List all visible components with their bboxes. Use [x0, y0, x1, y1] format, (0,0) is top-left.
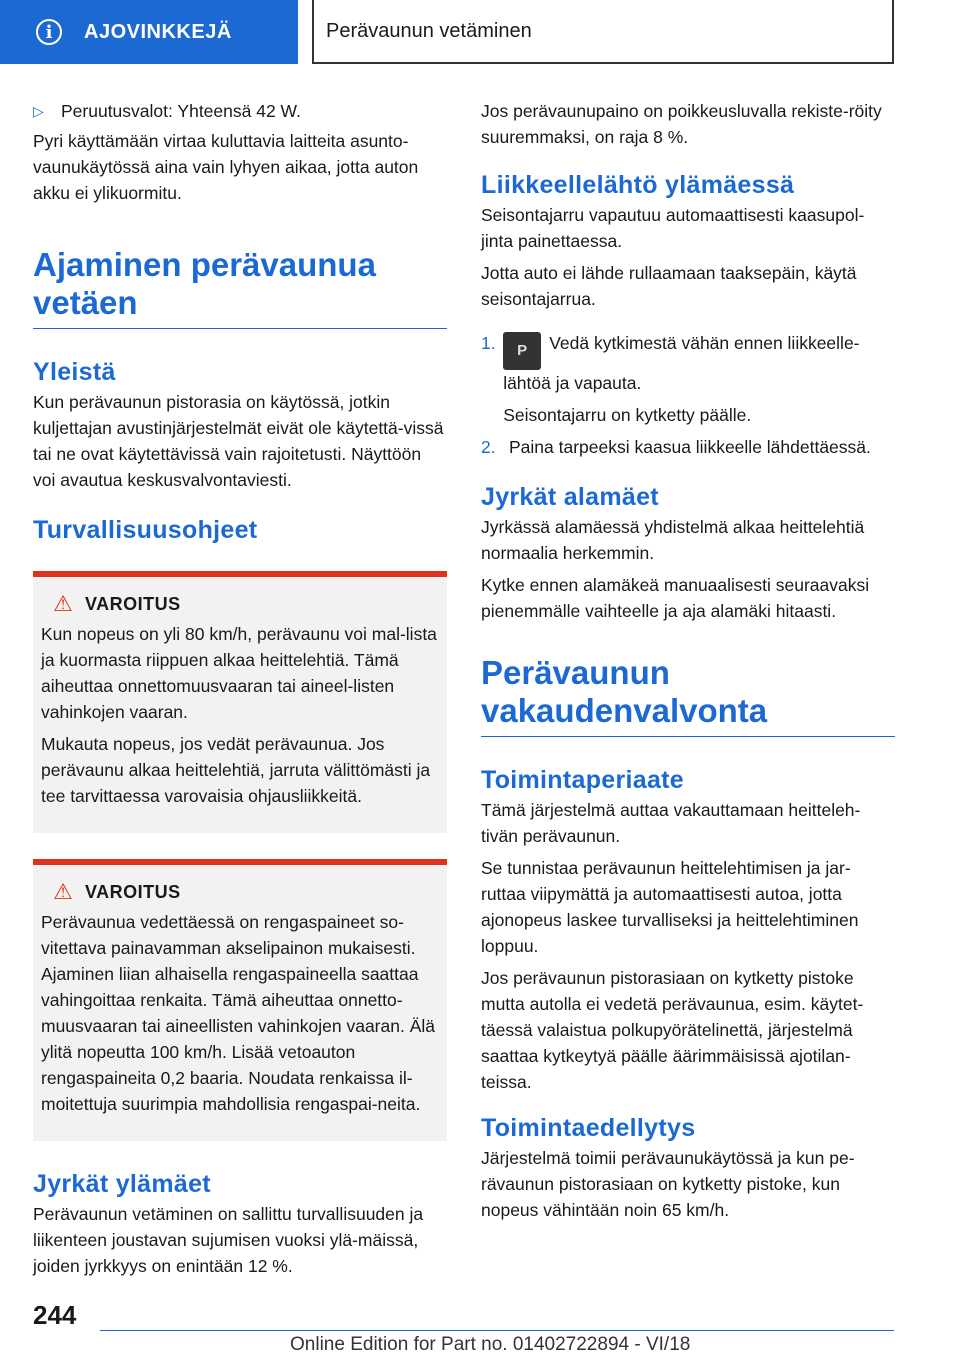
subheading-downhill: Jyrkät alamäet — [481, 483, 659, 511]
warning-box — [33, 859, 447, 1141]
info-icon: i — [36, 19, 62, 45]
paragraph: Jos perävaunun pistorasiaan on kytketty pistoke mutta autolla ei vedetä perävaunua, esim. käytet-täessä valaistua polkupyörätelinettä, järjestelmä saattaa kytkeytyä päälle äärimmäisissä ajotilan-teissa. — [481, 968, 864, 1092]
general-paragraph: Kun perävaunun pistorasia on käytössä, jotkin kuljettajan avustinjärjestelmät eivät ole käytettä-vissä tai ne ovat käytettävissä vain rajoitetusti. Näyttöön voi avautua keskusvalvontaviesti. — [33, 392, 444, 490]
warning-paragraph: Mukauta nopeus, jos vedät perävaunua. Jos perävaunu alkaa heittelehtiä, jarruta välittömästi ja tee tarvittaessa varovaisia ohjausliikkeitä. — [41, 734, 431, 806]
header-section-label: AJOVINKKEJÄ — [84, 20, 232, 43]
subheading-requirement: Toimintaedellytys — [481, 1114, 696, 1142]
intro-paragraph: Pyri käyttämään virtaa kuluttavia laitteita asunto-vaunukäytössä aina vain lyhyen aikaa, jotta auton akku ei ylikuormitu. — [33, 131, 419, 203]
warning-paragraph: Kun nopeus on yli 80 km/h, perävaunu voi mal-lista ja kuormasta riippuen alkaa heittelehtiä. Tämä aiheuttaa onnettomuusvaaran tai aineel-listen vahinkojen vaaran. — [41, 624, 437, 722]
triangle-bullet-icon: ▷ — [33, 103, 44, 119]
warning-title: VAROITUS — [85, 593, 181, 614]
subheading-principle: Toimintaperiaate — [481, 766, 684, 794]
warning-box — [33, 571, 447, 833]
list-item — [33, 98, 447, 124]
left-column — [33, 98, 447, 1285]
bullet-text: Peruutusvalot: Yhteensä 42 W. — [61, 101, 301, 121]
step-number: 1. — [481, 333, 496, 353]
subheading-uphill: Jyrkät ylämäet — [33, 1170, 211, 1198]
paragraph: Kytke ennen alamäkeä manuaalisesti seuraavaksi pienemmälle vaihteelle ja aja alamäki hitaasti. — [481, 575, 870, 621]
paragraph: Järjestelmä toimii perävaunukäytössä ja kun pe-rävaunun pistorasiaan on kytketty pistoke, kun nopeus vähintään noin 65 km/h. — [481, 1148, 855, 1220]
paragraph: Seisontajarru vapautuu automaattisesti kaasupol-jinta painettaessa. — [481, 205, 865, 251]
paragraph: Se tunnistaa perävaunun heittelehtimisen ja jar-ruttaa viipymättä ja automaattisesti autoa, jotta ajonopeus laskee turvalliseksi ja heittelehtiminen loppuu. — [481, 858, 859, 956]
footer-edition: Online Edition for Part no. 01402722894 - VI/18 — [290, 1334, 691, 1355]
warning-title: VAROITUS — [85, 881, 181, 902]
subheading-general: Yleistä — [33, 358, 116, 386]
paragraph: Jyrkässä alamäessä yhdistelmä alkaa heittelehtiä normaalia herkemmin. — [481, 517, 865, 563]
subheading-start: Liikkeellelähtö ylämäessä — [481, 171, 795, 199]
parking-brake-icon: P — [503, 332, 541, 370]
warning-triangle-icon: ⚠ — [53, 591, 73, 616]
uphill-paragraph: Perävaunun vetäminen on sallittu turvallisuuden ja liikenteen joustavan sujumisen vuoksi ylä-mäissä, joiden jyrkkyys on enintään 12 %. — [33, 1204, 424, 1276]
section-heading: Perävaunun vakaudenvalvonta — [481, 654, 895, 737]
page-title: Perävaunun vetäminen — [326, 19, 532, 42]
step-number: 2. — [481, 437, 496, 457]
paragraph: Jotta auto ei lähde rullaamaan taaksepäin, käytä seisontajarrua. — [481, 263, 857, 309]
step-text: Vedä kytkimestä vähän ennen liikkeelle-lähtöä ja vapauta. — [503, 333, 860, 393]
section-heading: Ajaminen perävaunua vetäen — [33, 246, 447, 329]
paragraph: Tämä järjestelmä auttaa vakauttamaan heitteleh-tivän perävaunun. — [481, 800, 861, 846]
footer-divider — [100, 1330, 894, 1331]
paragraph: Jos perävaunupaino on poikkeusluvalla rekiste-röity suuremmaksi, on raja 8 %. — [481, 101, 882, 147]
right-column — [481, 98, 895, 1229]
warning-paragraph: Perävaunua vedettäessä on rengaspaineet so-vitettava painavamman akselipainon mukaisesti. Ajaminen liian alhaisella rengaspaineella saattaa vahingoittaa renkaita. Tämä aiheuttaa onnetto-muusvaaran tai aineellisten vahinkojen vaaran. Älä ylitä nopeutta 100 km/h. Lisää vetoauton rengaspaineita 0,2 baaria. Noudata renkaissa il-moitettuja suurimpia mahdollisia rengaspai-neita. — [41, 912, 435, 1114]
step-subtext: Seisontajarru on kytketty päälle. — [503, 405, 752, 425]
step-text: Paina tarpeeksi kaasua liikkeelle lähdettäessä. — [509, 437, 871, 457]
subheading-safety: Turvallisuusohjeet — [33, 516, 258, 544]
list-item — [481, 330, 895, 428]
page-number: 244 — [33, 1300, 77, 1330]
header-section-tab[interactable] — [0, 0, 298, 64]
header-title-box — [312, 0, 894, 64]
list-item — [481, 434, 895, 460]
warning-triangle-icon: ⚠ — [53, 879, 73, 904]
